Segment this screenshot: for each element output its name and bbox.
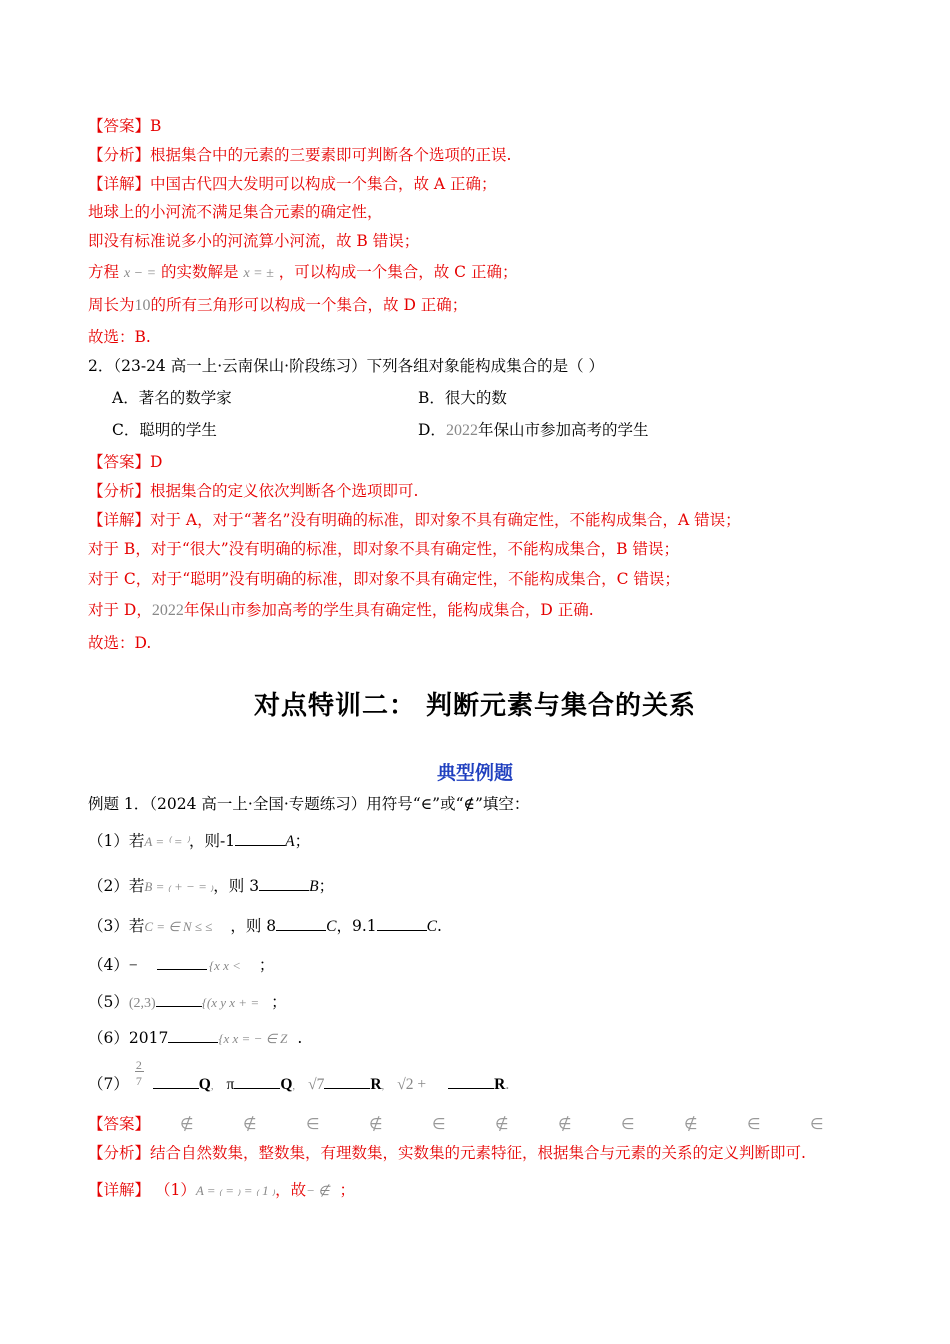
q2-option-a: A．著名的数学家 [112,389,232,407]
item-6-prefix: （6）2017 [88,1029,169,1047]
item-7-Q-2: Q [280,1076,293,1093]
item-7-blank-3[interactable] [324,1079,370,1089]
example-item-3 [88,916,442,937]
q1-detail-1: 【详解】中国古代四大发明可以构成一个集合，故 A 正确； [88,175,497,193]
answer-symbol: ∈ [306,1116,320,1133]
example-item-5 [88,992,287,1014]
item-2-end: ； [318,877,335,895]
answer-symbol: ∉ [243,1116,257,1133]
item-7-sqrt7: √7 [308,1076,325,1093]
q1-detail-5b: 的所有三角形可以构成一个集合，故 D 正确； [150,296,468,314]
item-3-blank-2[interactable] [377,916,427,931]
q1-detail-4 [88,262,517,284]
item-3-set-math: C = ∈ N ≤ ≤ [144,919,213,934]
q2-detail-4b: 年保山市参加高考的学生具有确定性，能构成集合，D 正确. [183,601,594,619]
item-2-prefix: （2）若 [88,877,145,895]
item-4-element-math: − [128,957,138,974]
answer-symbol: ∉ [180,1116,194,1133]
q1-detail-4c: ，可以构成一个集合，故 C 正确； [278,263,518,281]
item-7-sqrt2-expr: √2 + [397,1076,427,1093]
detail-1-prefix: （1） [154,1181,196,1199]
fraction-numerator: 2 [135,1058,142,1072]
item-3-prefix: （3）若 [88,917,145,935]
q1-analysis: 【分析】根据集合中的元素的三要素即可判断各个选项的正误. [88,146,512,164]
answer-symbol: ∈ [747,1116,761,1133]
example-item-7: （7） $\frac{2}{7}$ Q, π Q, √7 R, √2 + R. [88,1074,509,1104]
item-7-prefix: （7） [88,1075,129,1093]
q2-answer: 【答案】D [88,453,163,471]
item-5-set-math: {(x y x + = [201,995,260,1010]
item-1-var: A [285,833,295,850]
item-2-var: B [309,878,319,895]
item-2-set-math: B = ₍ + − = ₎ [144,879,214,894]
item-5-end: ； [271,993,287,1011]
q2-detail-3: 对于 C，对于“聪明”没有明确的标准，即对象不具有确定性，不能构成集合，C 错误； [88,570,680,588]
example-stem: 例题 1．（2024 高一上·全国·专题练习）用符号“∈”或“∉”填空： [88,795,530,813]
q1-detail-2: 地球上的小河流不满足集合元素的确定性， [88,203,383,221]
item-1-suffix: ，则-1 [189,832,236,850]
answer-symbol: ∈ [810,1116,824,1133]
item-6-set-math: {x x = − ∈ Z [218,1031,288,1046]
q2-detail-1: 【详解】对于 A，对于“著名”没有明确的标准，即对象不具有确定性，不能构成集合，A 错误； [88,511,741,529]
item-3-blank-1[interactable] [276,916,326,931]
detail-1-end: ； [339,1181,356,1199]
item-7-pi: π [226,1076,235,1093]
q2-option-b: B．很大的数 [418,389,507,407]
item-2-blank[interactable] [259,876,309,891]
q2-detail-2: 对于 B，对于“很大”没有明确的标准，即对象不具有确定性，不能构成集合，B 错误； [88,540,679,558]
answer-symbol: ∈ [621,1116,635,1133]
q2-option-c: C．聪明的学生 [112,421,217,439]
answer-symbol: ∉ [558,1116,572,1133]
item-5-point-math: (2,3) [128,996,156,1011]
q2-detail-4-year: 2022 [151,602,184,619]
q2-analysis: 【分析】根据集合的定义依次判断各个选项即可. [88,482,419,500]
q2-option-d-prefix: D． [418,421,446,439]
answer-symbol: ∈ [432,1116,446,1133]
q2-conclusion: 故选：D. [88,634,152,652]
item-7-end: . [505,1076,510,1093]
section-title: 对点特训二： 判断元素与集合的关系 [253,691,697,721]
q2-option-d-year: 2022 [445,422,478,439]
item-7-blank-4[interactable] [448,1079,494,1089]
answer-symbol: ∉ [495,1116,509,1133]
detail-1-math: A = ₍ = ₎ = ₍ 1 ₎ [195,1183,276,1198]
fraction-denominator: 7 [135,1074,142,1088]
item-3-suffix: ，则 8 [230,917,277,935]
item-2-suffix: ，则 3 [213,877,260,895]
item-7-fraction [134,1058,148,1093]
q1-detail-4a: 方程 [88,263,120,281]
detail-label: 【详解】 [88,1181,151,1199]
item-3-var-2: C [426,918,437,935]
item-1-set-math: A = ⁽ = ⁾ [144,834,190,849]
q1-solution-math: x = ± [243,266,274,281]
example-analysis: 【分析】结合自然数集，整数集，有理数集，实数集的元素特征，根据集合与元素的关系的定义判断即可. [88,1144,806,1162]
item-3-end: . [436,917,442,935]
q2-detail-4a: 对于 D， [88,601,152,619]
q1-conclusion: 故选：B. [88,328,151,346]
answer-label: 【答案】 [88,1115,151,1133]
item-4-prefix: （4） [88,956,129,974]
item-3-var-1: C [326,918,337,935]
item-4-set-math: {x x < [208,958,241,973]
q1-detail-5a: 周长为 [88,296,135,314]
detail-1-mid: ，故 [275,1181,307,1199]
q2-option-d [418,420,648,441]
item-7-R-2: R [494,1076,506,1093]
example-answer [88,1114,830,1135]
example-item-1 [88,831,310,852]
example-item-4 [88,955,274,976]
item-7-R-1: R [370,1076,382,1093]
item-7-Q-1: Q [198,1076,211,1093]
answer-symbol: ∉ [369,1116,383,1133]
example-detail [88,1180,355,1201]
q1-perimeter-number: 10 [134,297,151,314]
item-4-blank[interactable] [157,955,207,970]
example-item-6 [88,1028,302,1049]
item-1-prefix: （1）若 [88,832,145,850]
detail-1-math-2: − ∉ [306,1183,330,1198]
item-7-blank-1[interactable] [153,1079,199,1089]
q1-equation-math: x − = [123,266,157,281]
example-item-2 [88,876,334,897]
q1-detail-3: 即没有标准说多小的河流算小河流，故 B 错误； [88,232,420,250]
q2-option-d-suffix: 年保山市参加高考的学生 [477,421,649,439]
item-5-prefix: （5） [88,993,129,1011]
item-5-blank[interactable] [156,992,202,1007]
item-6-blank[interactable] [168,1028,218,1043]
item-1-end: ； [294,832,311,850]
q2-detail-4 [88,600,594,621]
item-7-blank-2[interactable] [234,1079,280,1089]
q1-detail-5 [88,295,467,316]
section-subtitle: 典型例题 [436,762,513,784]
q1-detail-4b: 的实数解是 [161,263,239,281]
answer-symbol: ∉ [684,1116,698,1133]
q2-stem: 2．（23-24 高一上·云南保山·阶段练习）下列各组对象能构成集合的是（ ） [88,357,605,375]
q1-answer: 【答案】B [88,117,162,135]
item-1-blank[interactable] [235,831,285,846]
item-6-end: . [297,1029,303,1047]
item-4-end: ； [258,956,275,974]
item-3-mid: ，9.1 [336,917,377,935]
